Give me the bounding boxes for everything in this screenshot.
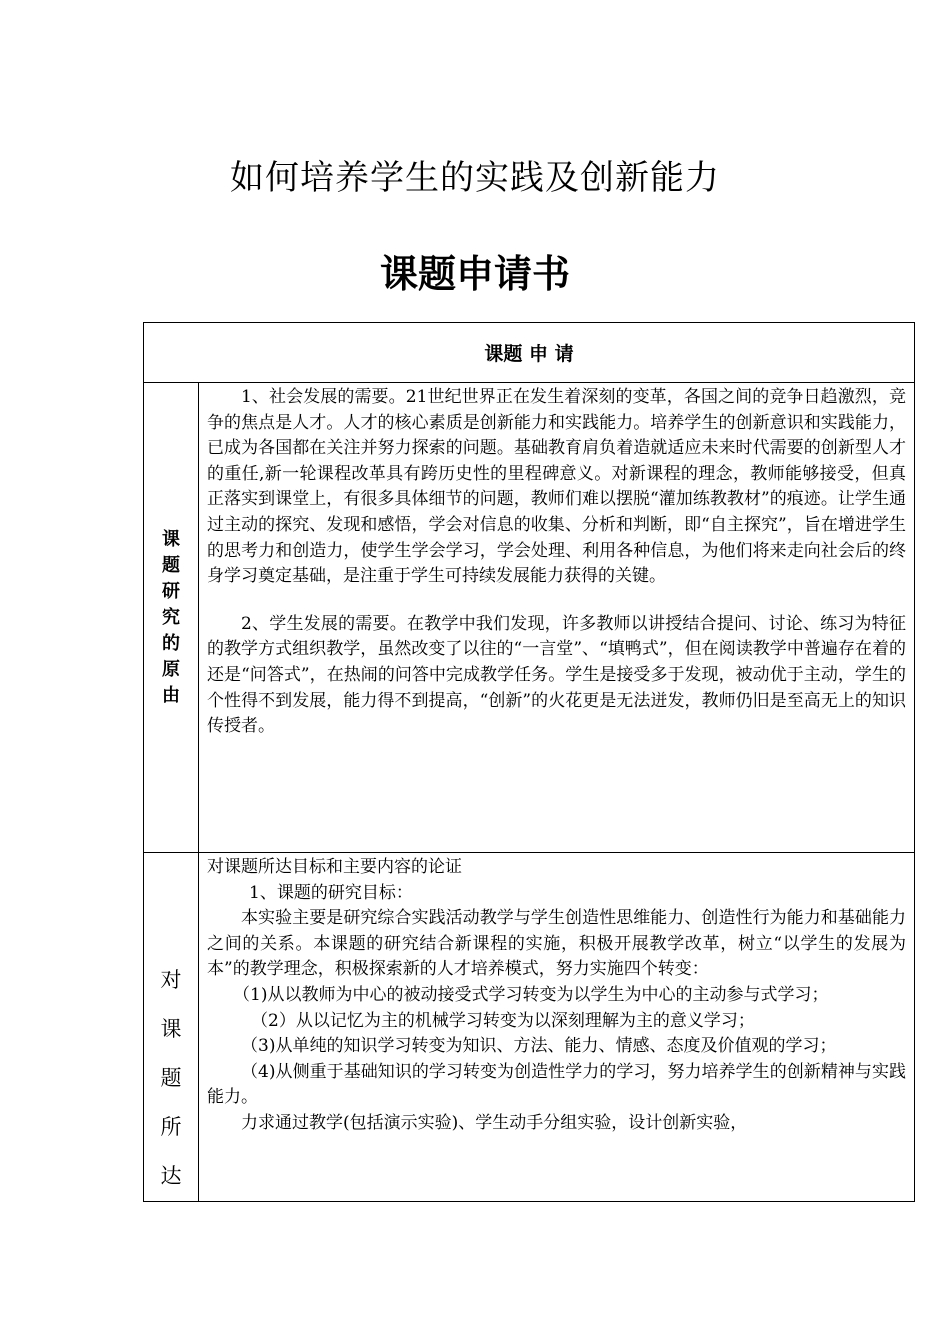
table-header: 课题 申 请 xyxy=(144,323,915,383)
section2-label-char: 所 xyxy=(160,1115,182,1139)
section2-intro: 本实验主要是研究综合实践活动教学与学生创造性思维能力、创造性行为能力和基础能力之间的关系。本课题的研究结合新课程的实施，积极开展教学改革，树立“以学生的发展为本”的教学理念，积极探索新的人才培养模式，努力实施四个转变： xyxy=(207,908,906,980)
section2-item-4: （4)从侧重于基础知识的学习转变为创造性学力的学习，努力培养学生的创新精神与实践能力。 xyxy=(207,1061,906,1108)
section2-heading: 对课题所达目标和主要内容的论证 xyxy=(207,857,462,877)
section1-label-char: 原 xyxy=(162,658,180,680)
section2-label-char: 达 xyxy=(160,1164,182,1188)
section1-label-char: 题 xyxy=(162,554,180,576)
section1-content xyxy=(199,383,915,853)
section1-paragraph-2: 2、学生发展的需要。在教学中我们发现，许多教师以讲授结合提问、讨论、练习为特征的教学方式组织教学，虽然改变了以往的“一言堂”、“填鸭式”，但在阅读教学中普遍存在着的还是“问答式”，在热闹的问答中完成教学任务。学生是接受多于发现，被动优于主动，学生的个性得不到发展，能力得不到提高，“创新”的火花更是无法迸发，教师仍旧是至高无上的知识传授者。 xyxy=(207,613,906,737)
section2-label-char: 课 xyxy=(160,1017,182,1041)
section1-label-char: 由 xyxy=(162,684,180,706)
section1-label-char: 究 xyxy=(162,606,180,628)
section2-item-2: （2）从以记忆为主的机械学习转变为以深刻理解为主的意义学习； xyxy=(251,1010,755,1031)
document-subtitle: 课题申请书 xyxy=(379,252,570,296)
section1-label-char: 课 xyxy=(162,528,180,550)
section2-label-char: 题 xyxy=(160,1066,182,1090)
section2-item-1: （1)从以教师为中心的被动接受式学习转变为以学生为中心的主动参与式学习； xyxy=(233,984,829,1005)
section2-item-3: （3)从单纯的知识学习转变为知识、方法、能力、情感、态度及价值观的学习； xyxy=(241,1036,837,1057)
section2-label xyxy=(144,853,199,1202)
section2-goal-title: 1、课题的研究目标： xyxy=(249,882,413,903)
section1-paragraph-1: 1、社会发展的需要。21世纪世界正在发生着深刻的变革，各国之间的竞争日趋激烈，竞争的焦点是人才。人才的核心素质是创新能力和实践能力。培养学生的创新意识和实践能力，已成为各国都在关注并努力探索的问题。基础教育肩负着造就适应未来时代需要的创新型人才的重任,新一轮课程改革具有跨历史性的里程碑意义。对新课程的理念，教师能够接受，但真正落实到课堂上，有很多具体细节的问题，教师们难以摆脱“灌加练教教材”的痕迹。让学生通过主动的探究、发现和感悟，学会对信息的收集、分析和判断，即“自主探究”，旨在增进学生的思考力和创造力，使学生学会学习，学会处理、利用各种信息，为他们将来走向社会后的终身学习奠定基础，是注重于学生可持续发展能力获得的关键。 xyxy=(207,387,906,587)
section2-content xyxy=(199,853,915,1202)
application-table xyxy=(143,322,915,1202)
section2-label-char: 对 xyxy=(160,968,182,992)
section1-label-char: 研 xyxy=(162,580,180,602)
section1-label xyxy=(144,383,199,853)
section1-label-char: 的 xyxy=(162,632,180,654)
document-title: 如何培养学生的实践及创新能力 xyxy=(230,158,720,198)
section2-last-line: 力求通过教学(包括演示实验)、学生动手分组实验，设计创新实验， xyxy=(241,1112,748,1133)
